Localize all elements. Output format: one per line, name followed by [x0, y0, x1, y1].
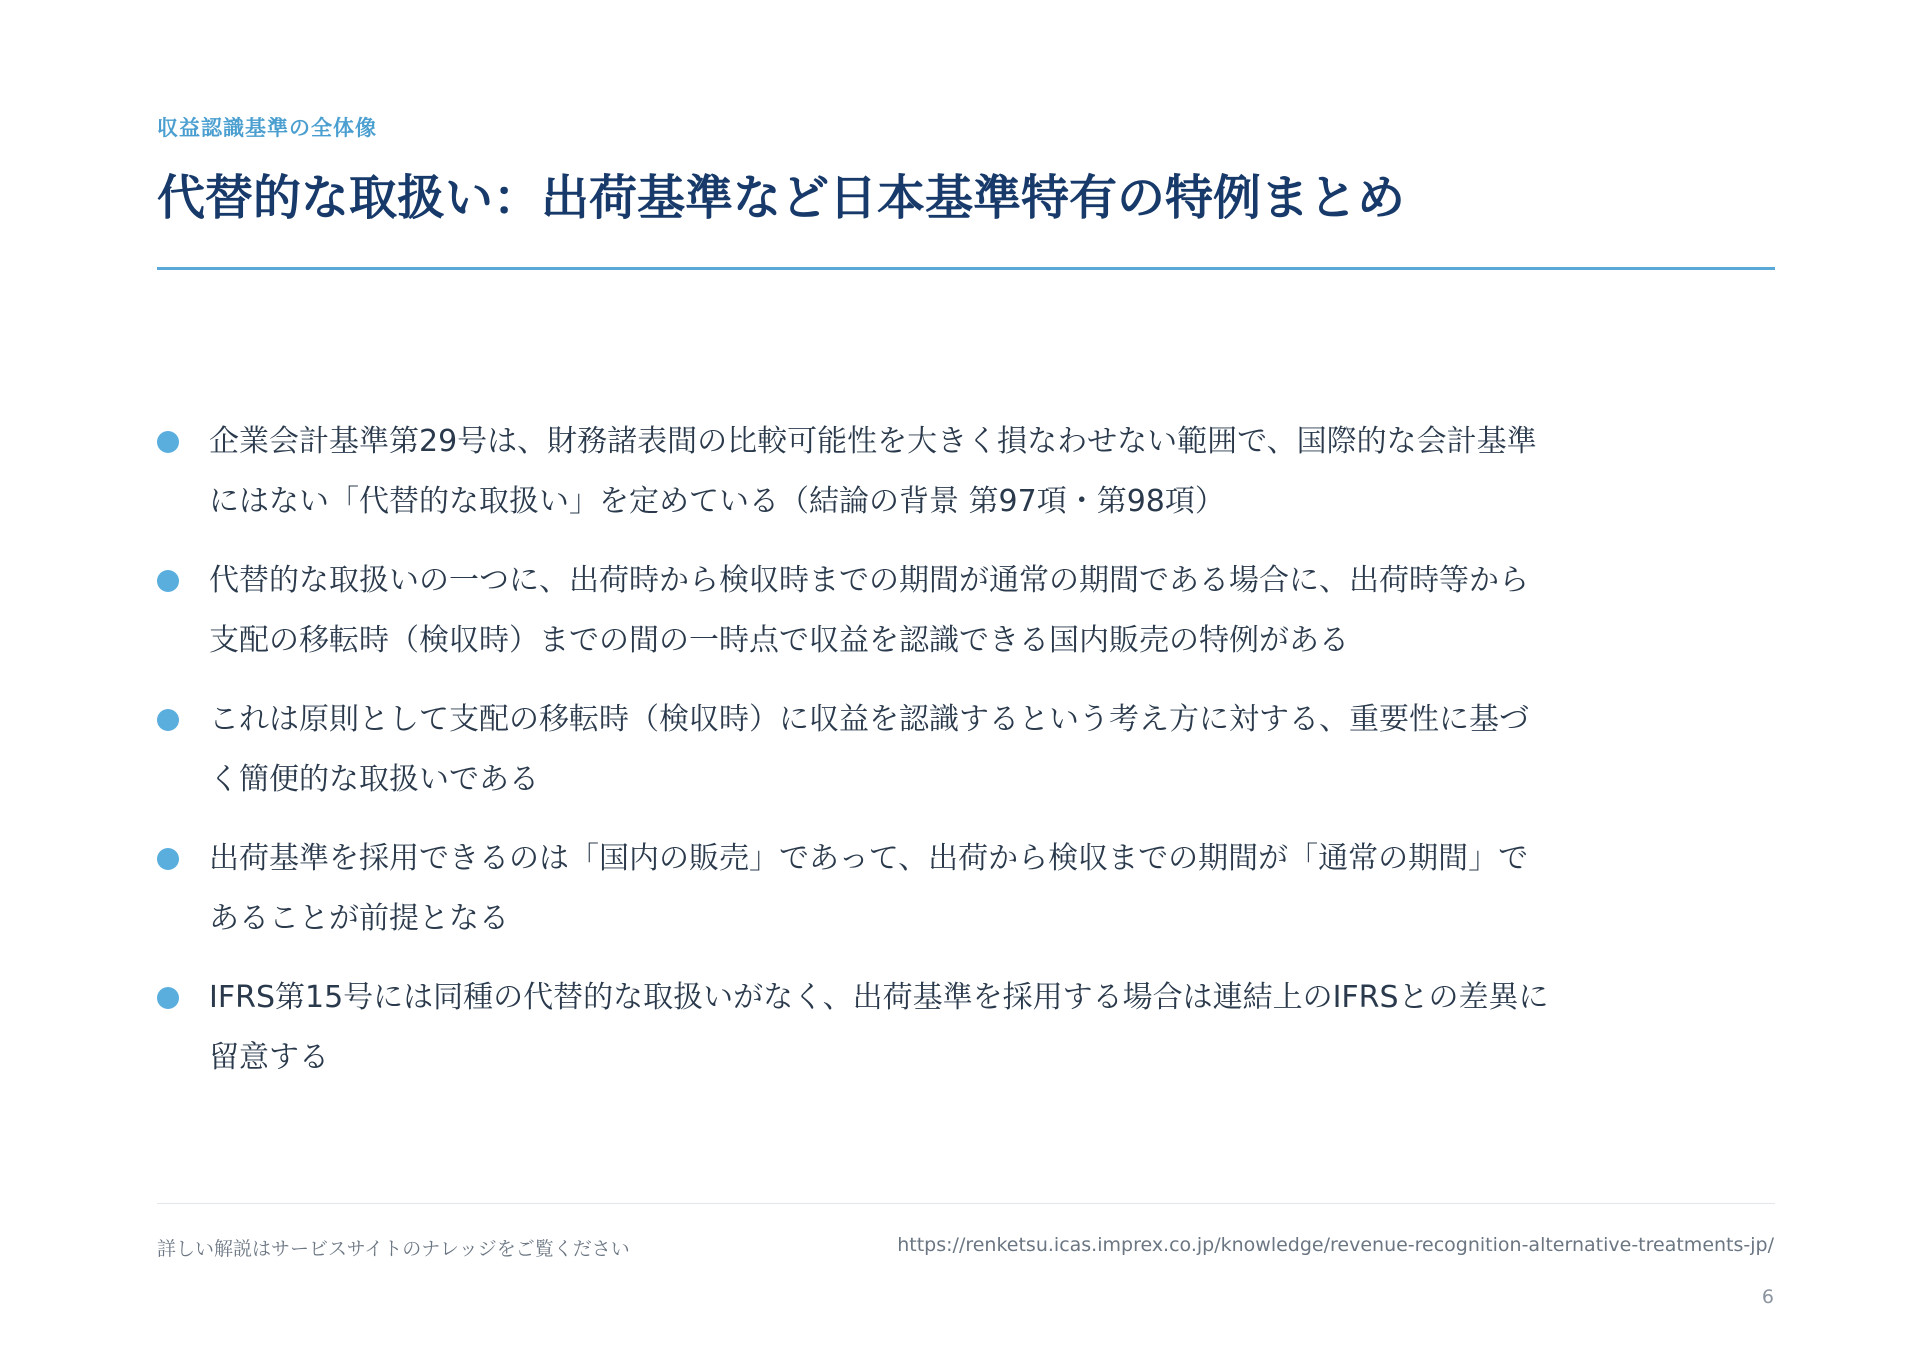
bullet-dot-icon [157, 570, 179, 592]
bullet-dot-icon [157, 848, 179, 870]
bullet-dot-icon [157, 709, 179, 731]
footer-link[interactable]: https://renketsu.icas.imprex.co.jp/knowledge/revenue-recognition-alternative-treatments-jp/ [897, 1234, 1774, 1256]
section-eyebrow: 収益認識基準の全体像 [157, 116, 377, 140]
bullet-text: IFRS第15号には同種の代替的な取扱いがなく、出荷基準を採用する場合は連結上のIFRSとの差異に留意する [209, 980, 1549, 1075]
page-title: 代替的な取扱い：出荷基準など日本基準特有の特例まとめ [157, 170, 1406, 226]
bullet-item [157, 829, 1557, 949]
page-number: 6 [1761, 1286, 1774, 1308]
bullet-item [157, 968, 1557, 1088]
bullet-item [157, 412, 1557, 532]
bullet-text: 代替的な取扱いの一つに、出荷時から検収時までの期間が通常の期間である場合に、出荷時等から支配の移転時（検収時）までの間の一時点で収益を認識できる国内販売の特例がある [209, 563, 1529, 658]
title-divider [157, 267, 1775, 270]
bullet-item [157, 551, 1557, 671]
bullet-item [157, 690, 1557, 810]
bullet-text: 企業会計基準第29号は、財務諸表間の比較可能性を大きく損なわせない範囲で、国際的な会計基準にはない「代替的な取扱い」を定めている（結論の背景 第97項・第98項） [209, 424, 1537, 519]
bullet-dot-icon [157, 987, 179, 1009]
footer-divider [157, 1203, 1775, 1204]
bullet-text: 出荷基準を採用できるのは「国内の販売」であって、出荷から検収までの期間が「通常の期間」であることが前提となる [209, 841, 1529, 936]
footer-note: 詳しい解説はサービスサイトのナレッジをご覧ください [157, 1238, 630, 1260]
bullet-dot-icon [157, 431, 179, 453]
bullet-list [157, 412, 1557, 1107]
bullet-text: これは原則として支配の移転時（検収時）に収益を認識するという考え方に対する、重要性に基づく簡便的な取扱いである [209, 702, 1529, 797]
